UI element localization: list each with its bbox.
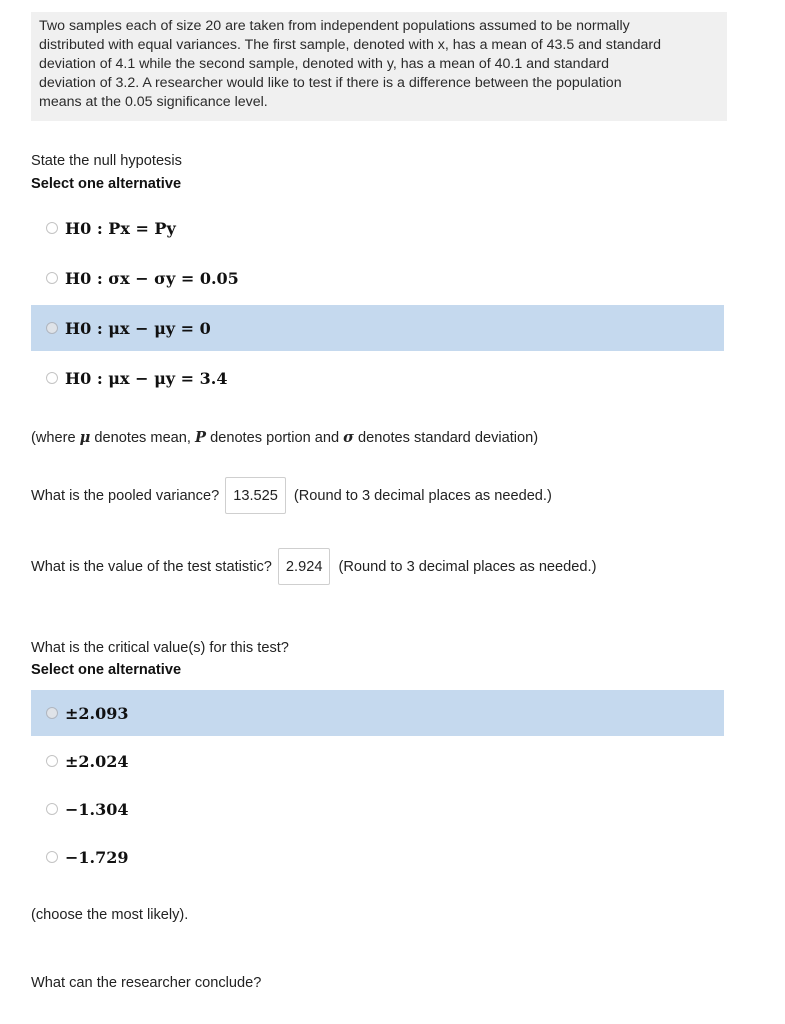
conclusion-label: What can the researcher conclude? [31,975,262,991]
select-one-label: Select one alternative [31,176,182,192]
pooled-variance-row [31,477,552,514]
sigma-symbol: σ [343,429,354,446]
radio-button[interactable] [46,707,58,719]
null-hypothesis-option[interactable] [31,205,724,251]
radio-button[interactable] [46,803,58,815]
null-hypothesis-label: State the null hypotesis [31,153,182,169]
prompt-line: distributed with equal variances. The first sample, denoted with x, has a mean of 43.5 and standard [39,37,661,53]
note-p-text: denotes portion and [210,430,340,446]
select-one-label: Select one alternative [31,662,182,678]
math-text: H0 : σx − σy = 0.05 [65,268,239,288]
p-symbol: P [195,429,207,446]
math-text: H0 : μx − μy = 3.4 [65,368,228,388]
option-math [65,219,176,238]
critical-value-option[interactable] [31,690,724,736]
note-mu-text: denotes mean, [94,430,191,446]
test-statistic-input[interactable]: 2.924 [278,548,331,585]
rounding-hint: (Round to 3 decimal places as needed.) [338,558,597,575]
option-math [65,319,211,338]
question-prompt [31,12,727,121]
option-math [65,269,239,288]
prompt-line: means at the 0.05 significance level. [39,94,268,110]
prompt-line: deviation of 4.1 while the second sample, denoted with y, has a mean of 40.1 and standard [39,56,609,72]
prompt-line: Two samples each of size 20 are taken from independent populations assumed to be normally [39,18,630,34]
radio-button[interactable] [46,372,58,384]
note-sigma-text: denotes standard deviation) [358,430,539,446]
option-math: −1.304 [65,799,129,819]
pooled-variance-input[interactable]: 13.525 [225,477,286,514]
critical-value-label: What is the critical value(s) for this test? [31,640,289,656]
null-hypothesis-option[interactable] [31,255,724,301]
note-prefix: (where [31,430,76,446]
pooled-variance-label: What is the pooled variance? [31,487,220,504]
option-math: ±2.093 [65,703,129,723]
mu-symbol: μ [79,429,91,446]
null-hypothesis-option[interactable] [31,305,724,351]
radio-button[interactable] [46,222,58,234]
critical-value-option[interactable] [31,834,724,880]
rounding-hint: (Round to 3 decimal places as needed.) [293,487,552,504]
null-hypothesis-option[interactable] [31,355,724,401]
option-math: ±2.024 [65,751,129,771]
critical-value-option[interactable] [31,738,724,784]
radio-button[interactable] [46,851,58,863]
symbol-note [31,429,538,446]
test-statistic-row [31,548,596,585]
test-statistic-label: What is the value of the test statistic? [31,558,272,575]
radio-button[interactable] [46,755,58,767]
choose-most-likely-note: (choose the most likely). [31,907,189,923]
math-text: H0 : μx − μy = 0 [65,318,211,338]
math-text: H0 : Px = Py [65,218,176,238]
option-math [65,369,227,388]
prompt-line: deviation of 3.2. A researcher would like to test if there is a difference between the population [39,75,622,91]
option-math: −1.729 [65,847,129,867]
radio-button[interactable] [46,272,58,284]
critical-value-option[interactable] [31,786,724,832]
radio-button[interactable] [46,322,58,334]
